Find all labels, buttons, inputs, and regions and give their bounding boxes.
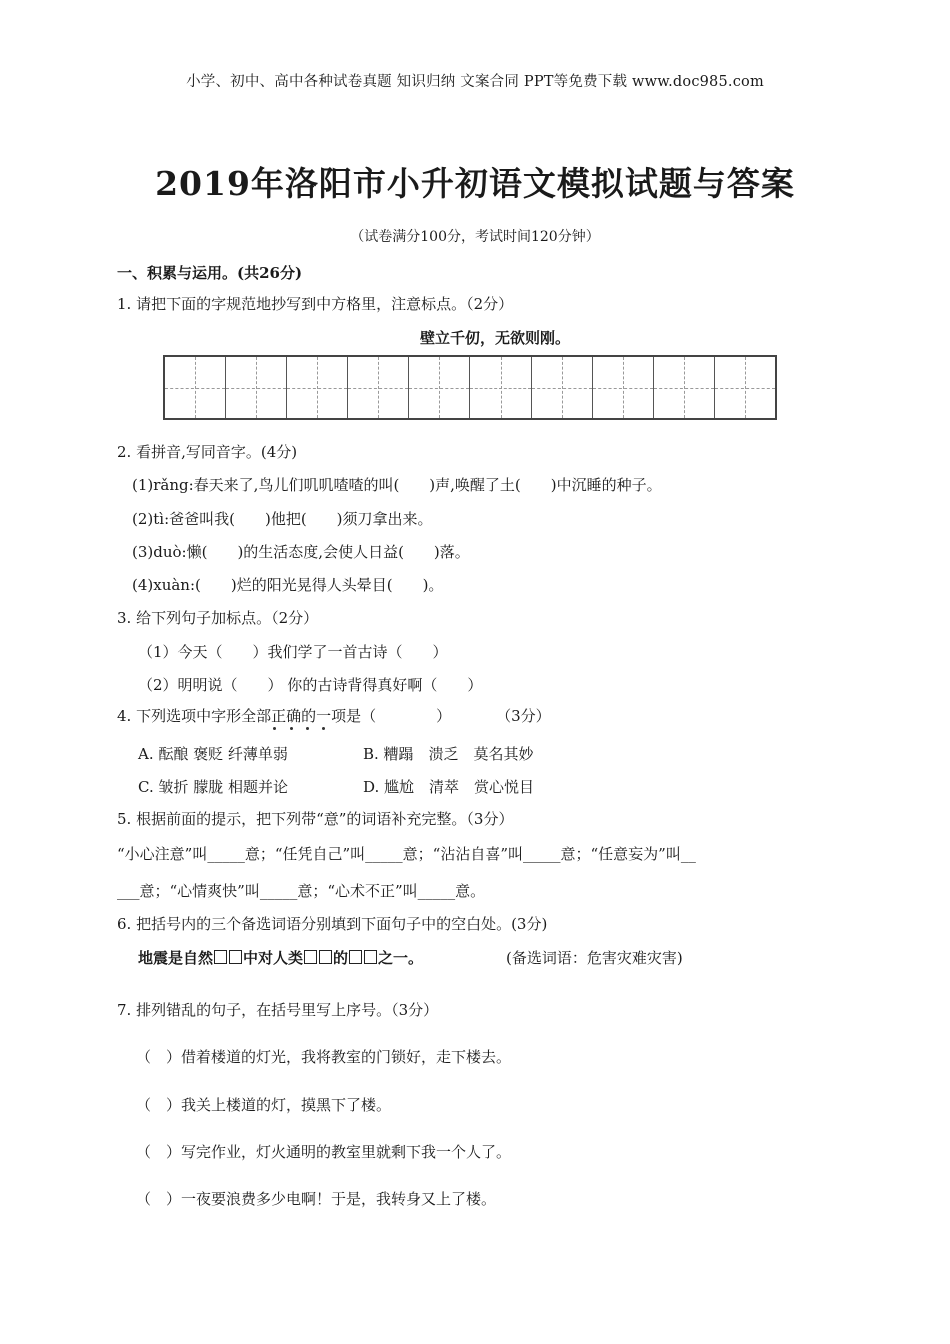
question-5-line: “小心注意”叫_____意；“任凭自己”叫_____意；“沾沾自喜”叫_____意；“任意妄为”叫__ xyxy=(117,845,696,863)
page-header: 小学、初中、高中各种试卷真题 知识归纳 文案合同 PPT等免费下载 www.doc985.com xyxy=(186,74,764,90)
question-3-item: （2）明明说（ ） 你的古诗背得真好啊（ ） xyxy=(138,676,483,694)
question-4-prompt: 4. 下列选项中字形全部正确的一项是（ ） （3分） xyxy=(117,707,551,725)
emphasis-dot xyxy=(273,727,276,730)
section-heading: 一、积累与运用。(共26分) xyxy=(117,264,303,282)
emphasis-dot xyxy=(306,727,309,730)
question-7-item: （ ）借着楼道的灯光，我将教室的门锁好，走下楼去。 xyxy=(136,1048,512,1066)
sentence-part: 中对人类 xyxy=(243,949,304,967)
question-6-sentence xyxy=(138,947,423,968)
question-7-item: （ ）写完作业，灯火通明的教室里就剩下我一个人了。 xyxy=(136,1143,512,1161)
option-c: C. 皱折 朦胧 相题并论 xyxy=(138,778,289,796)
question-1-text: 壁立千仞，无欲则刚。 xyxy=(419,329,570,347)
page-subtitle: （试卷满分100分，考试时间120分钟） xyxy=(350,229,600,245)
question-2-item: (1)rǎng:春天来了,鸟儿们叽叽喳喳的叫( )声,唤醒了土( )中沉睡的种子。 xyxy=(132,476,662,494)
question-5-prompt: 5. 根据前面的提示，把下列带“意”的词语补充完整。（3分） xyxy=(117,810,514,828)
emphasis-dot xyxy=(290,727,293,730)
option-a: A. 酝酿 褒贬 纤薄单弱 xyxy=(138,745,288,763)
question-6-options: (备选词语：危害灾难灾害) xyxy=(506,949,683,967)
question-1-prompt: 1. 请把下面的字规范地抄写到中方格里，注意标点。（2分） xyxy=(117,295,514,313)
option-d: D. 尴尬 清萃 赏心悦目 xyxy=(363,778,535,796)
emphasis-dot xyxy=(322,727,325,730)
writing-grid[interactable] xyxy=(163,355,777,420)
question-7-item: （ ）一夜要浪费多少电啊！于是，我转身又上了楼。 xyxy=(136,1190,497,1208)
sentence-part: 地震是自然 xyxy=(138,949,214,967)
question-2-item: (2)tì:爸爸叫我( )他把( )须刀拿出来。 xyxy=(132,510,433,528)
question-2-item: (3)duò:懒( )的生活态度,会使人日益( )落。 xyxy=(132,543,470,561)
question-2-prompt: 2. 看拼音,写同音字。(4分) xyxy=(117,443,298,461)
question-7-item: （ ）我关上楼道的灯，摸黑下了楼。 xyxy=(136,1096,392,1114)
question-2-item: (4)xuàn:( )烂的阳光晃得人头晕目( )。 xyxy=(132,576,444,594)
question-5-line: ___意；“心情爽快”叫_____意；“心术不正”叫_____意。 xyxy=(117,882,486,900)
question-6-prompt: 6. 把括号内的三个备选词语分别填到下面句子中的空白处。(3分) xyxy=(117,915,548,933)
sentence-part: 的 xyxy=(333,949,349,967)
question-3-item: （1）今天（ ）我们学了一首古诗（ ） xyxy=(138,643,448,661)
question-3-prompt: 3. 给下列句子加标点。（2分） xyxy=(117,609,319,627)
sentence-part: 之一。 xyxy=(378,949,424,967)
page-title: 2019年洛阳市小升初语文模拟试题与答案 xyxy=(155,164,795,203)
question-7-prompt: 7. 排列错乱的句子，在括号里写上序号。（3分） xyxy=(117,1001,439,1019)
option-b: B. 糟蹋 溃乏 莫名其妙 xyxy=(363,745,534,763)
